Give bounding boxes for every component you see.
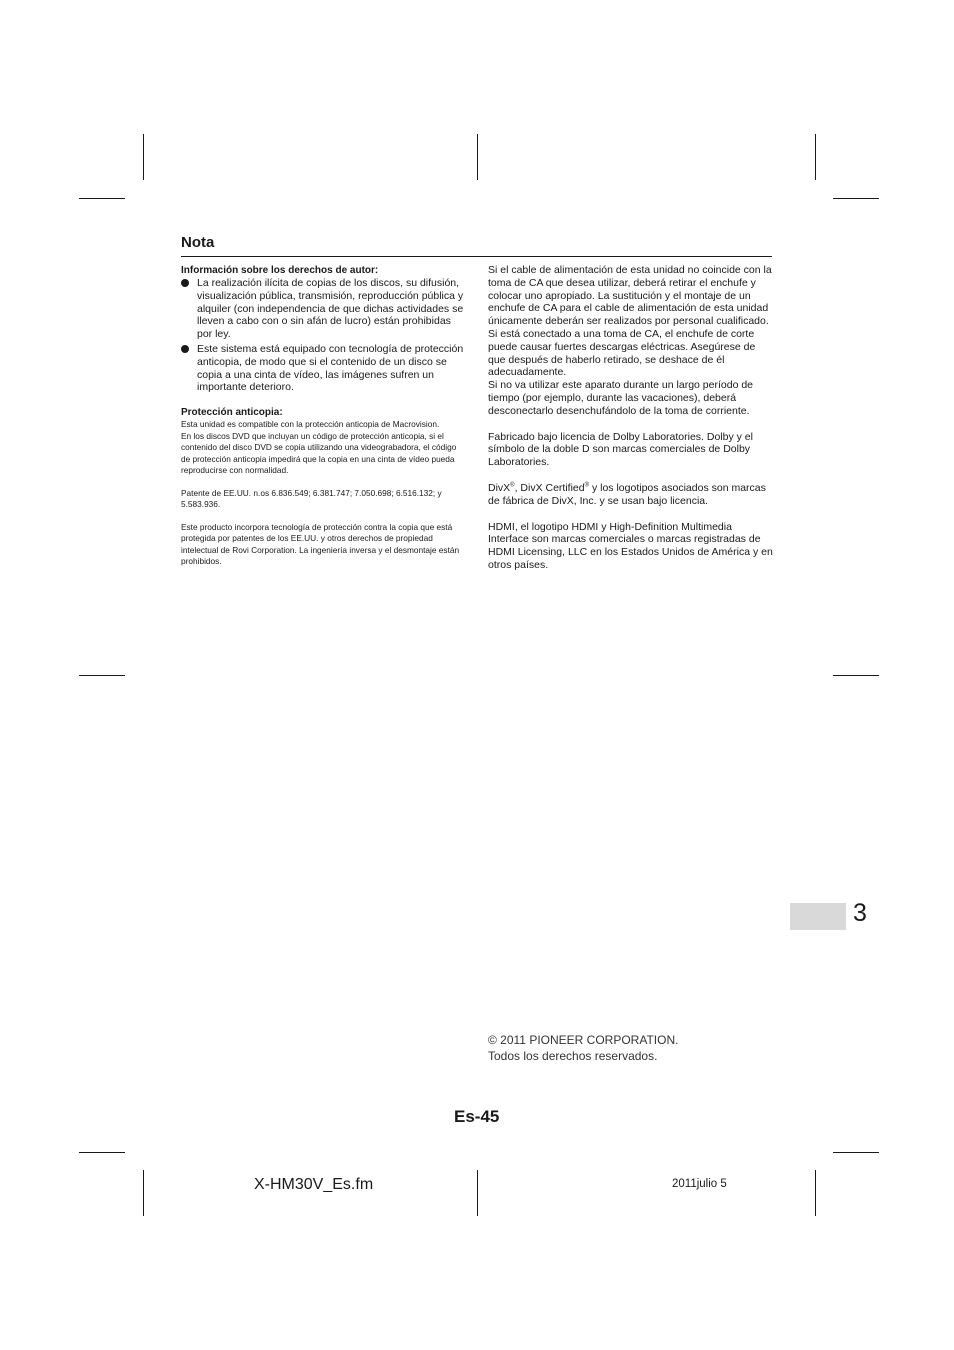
crop-mark bbox=[79, 675, 125, 676]
crop-mark bbox=[79, 198, 125, 199]
page-number: Es-45 bbox=[454, 1107, 500, 1126]
crop-mark bbox=[143, 1170, 144, 1216]
chapter-number: 3 bbox=[853, 899, 867, 927]
copyright-bullets bbox=[181, 277, 465, 394]
copyright-info-title: Información sobre los derechos de autor: bbox=[181, 265, 379, 276]
crop-mark bbox=[815, 134, 816, 180]
rovi-text: Este producto incorpora tecnología de protección contra la copia que está protegida por patentes de los EE.UU. y otros derechos de propiedad intelectual de Rovi Corporation. La ingeniería inversa y el desmontaje están prohibidos. bbox=[181, 521, 460, 567]
divx-part: y los logotipos asociados son marcas de fábrica de DivX, Inc. y se usan bajo licencia. bbox=[488, 481, 766, 507]
registered-mark: ® bbox=[510, 482, 515, 489]
bullet-icon bbox=[181, 345, 189, 353]
right-column bbox=[488, 264, 774, 572]
copyright-line: Todos los derechos reservados. bbox=[488, 1049, 658, 1063]
bullet-text: La realización ilícita de copias de los discos, su difusión, visualización pública, transmisión, reproducción pública y alquiler (con independencia de que dichas actividades se lleven a cabo con o sin afán de lucro) están prohibidas por ley. bbox=[197, 277, 464, 341]
copyright-line: © 2011 PIONEER CORPORATION. bbox=[488, 1033, 679, 1047]
divx-part: , DivX Certified bbox=[514, 481, 585, 494]
crop-mark bbox=[477, 1170, 478, 1216]
section-heading: Nota bbox=[181, 234, 215, 251]
crop-mark bbox=[143, 134, 144, 180]
crop-mark bbox=[79, 1152, 125, 1153]
crop-mark bbox=[477, 134, 478, 180]
crop-mark bbox=[833, 198, 879, 199]
registered-mark: ® bbox=[584, 482, 590, 489]
copyright-notice bbox=[488, 1032, 678, 1064]
crop-mark bbox=[833, 1152, 879, 1153]
divx-part: DivX bbox=[488, 481, 511, 494]
dvd-protection-text: En los discos DVD que incluyan un código de protección anticopia, si el contenido del disco DVD se copia utilizando una videograbadora, el código de protección anticopia impedirá que la copia en una cinta de vídeo pueda reproducirse con normalidad. bbox=[181, 430, 457, 476]
hdmi-text: HDMI, el logotipo HDMI y High-Definition Multimedia Interface son marcas comerciales o marcas registradas de HDMI Licensing, LLC en los Estados Unidos de América y en otros países. bbox=[488, 520, 773, 571]
list-item bbox=[181, 277, 465, 341]
macrovision-text: Esta unidad es compatible con la protección anticopia de Macrovision. bbox=[181, 419, 440, 430]
file-name: X-HM30V_Es.fm bbox=[254, 1176, 374, 1193]
bullet-icon bbox=[181, 279, 189, 287]
copy-protection-title: Protección anticopia: bbox=[181, 407, 283, 419]
crop-mark bbox=[833, 675, 879, 676]
dolby-text: Fabricado bajo licencia de Dolby Laboratories. Dolby y el símbolo de la doble D son marcas comerciales de Dolby Laboratories. bbox=[488, 430, 753, 469]
crop-mark bbox=[815, 1170, 816, 1216]
left-column bbox=[181, 264, 465, 568]
patents-text: Patente de EE.UU. n.os 6.836.549; 6.381.747; 7.050.698; 6.516.132; y 5.583.936. bbox=[181, 487, 442, 510]
divx-text bbox=[488, 482, 774, 508]
unplug-text: Si no va utilizar este aparato durante un largo período de tiempo (por ejemplo, durante las vacaciones), deberá desconectarlo desenchufándolo de la toma de corriente. bbox=[488, 379, 754, 417]
power-cord-text: Si el cable de alimentación de esta unidad no coincide con la toma de CA que desea utilizar, deberá retirar el enchufe y colocar uno apropiado. La sustitución y el montaje de un enchufe de CA para el cable de alimentación de esta unidad únicamente deberán ser realizados por personal cualificado. Si está conectado a una toma de CA, el enchufe de corte puede causar fuertes descargas eléctricas. Asegúrese de que después de haberlo retirado, se deshace de él adecuadamente. bbox=[488, 264, 772, 379]
print-date: 2011julio 5 bbox=[672, 1178, 727, 1190]
list-item bbox=[181, 343, 465, 394]
bullet-text: Este sistema está equipado con tecnología de protección anticopia, de modo que si el contenido de un disco se copia a una cinta de vídeo, las imágenes sufren un importante deterioro. bbox=[197, 342, 464, 394]
heading-rule bbox=[181, 256, 772, 257]
chapter-tab-box bbox=[790, 903, 846, 930]
